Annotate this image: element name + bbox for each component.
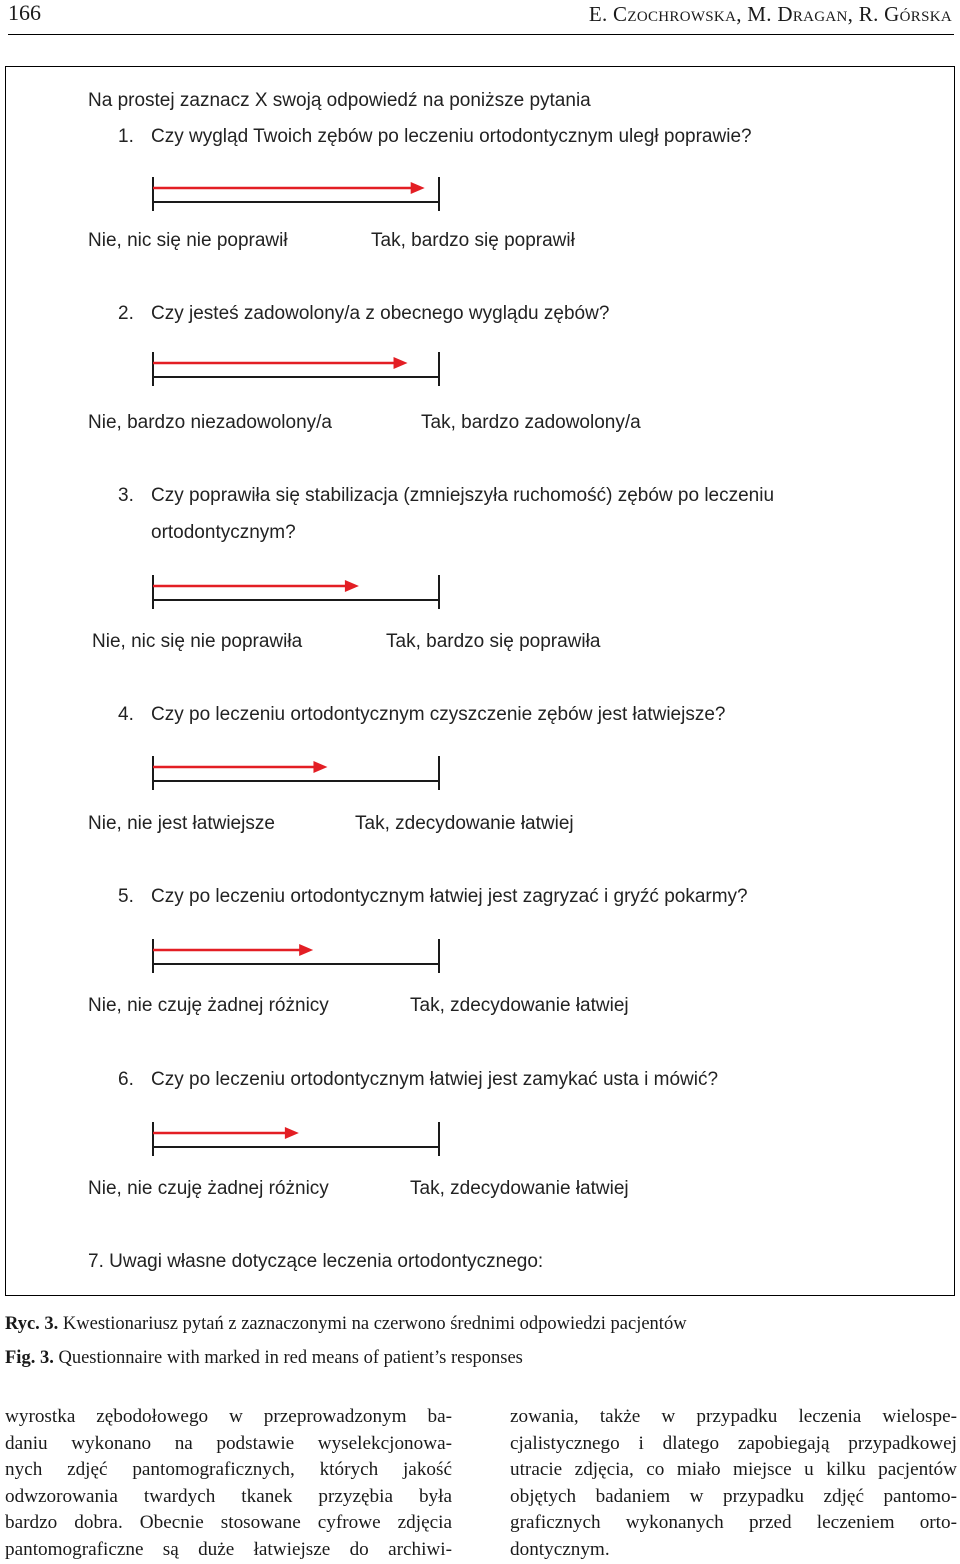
caption-label: Ryc. 3.	[5, 1314, 59, 1334]
body-line: objętych badaniem w przypadku zdjęć pantomo-	[510, 1485, 957, 1507]
scale-right-label: Tak, bardzo zadowolony/a	[421, 412, 641, 433]
scale-left-label: Nie, nic się nie poprawiła	[92, 631, 303, 652]
scale-left-label: Nie, nic się nie poprawił	[88, 230, 288, 251]
body-column-left	[5, 1404, 452, 1563]
remarks-prompt: 7. Uwagi własne dotyczące leczenia ortodontycznego:	[88, 1251, 544, 1272]
scale-left-label: Nie, nie jest łatwiejsze	[88, 813, 275, 834]
question-text: Czy po leczeniu ortodontycznym łatwiej jest zamykać usta i mówić?	[151, 1069, 719, 1090]
caption-text: Questionnaire with marked in red means of patient’s responses	[58, 1348, 523, 1368]
question-number: 4.	[118, 704, 134, 725]
scale-right-label: Tak, zdecydowanie łatwiej	[410, 995, 629, 1016]
header-rule	[8, 34, 954, 35]
mean-arrow-head	[285, 1127, 299, 1139]
mean-arrow-head	[313, 761, 327, 773]
running-header: E. Czochrowska, M. Dragan, R. Górska	[588, 2, 952, 26]
question-number: 6.	[118, 1069, 134, 1090]
body-line: cjalistycznego i dlatego zapobiegają przypadkowej	[510, 1432, 957, 1454]
visual-analog-scale	[151, 575, 441, 615]
visual-analog-scale	[151, 177, 441, 217]
question-number: 5.	[118, 886, 134, 907]
body-line: daniu wykonano na podstawie wyselekcjonowa-	[5, 1432, 452, 1454]
body-line: zowania, także w przypadku leczenia wielospe-	[510, 1406, 957, 1427]
question-number: 3.	[118, 485, 134, 506]
visual-analog-scale	[151, 939, 441, 979]
scale-right-label: Tak, zdecydowanie łatwiej	[355, 813, 574, 834]
body-line: nych zdjęć pantomograficznych, których jakość	[5, 1459, 452, 1480]
scale-left-label: Nie, nie czuję żadnej różnicy	[88, 1178, 329, 1199]
body-line: dontycznym.	[510, 1538, 610, 1560]
instruction: Na prostej zaznacz X swoją odpowiedź na poniższe pytania	[88, 90, 591, 111]
question-text: Czy wygląd Twoich zębów po leczeniu ortodontycznym uległ poprawie?	[151, 126, 752, 147]
body-line: graficznych wykonanych przed leczeniem orto-	[510, 1512, 957, 1533]
body-line: pantomograficzne są duże łatwiejsze do archiwi-	[5, 1538, 452, 1560]
question-text: Czy jesteś zadowolony/a z obecnego wyglądu zębów?	[151, 303, 610, 324]
caption-label: Fig. 3.	[5, 1348, 54, 1368]
mean-arrow-head	[411, 182, 425, 194]
question-number: 2.	[118, 303, 134, 324]
question-number: 1.	[118, 126, 134, 147]
body-line: utracie zdjęcia, co miało miejsce u kilku pacjentów	[510, 1459, 957, 1480]
mean-arrow-head	[299, 944, 313, 956]
scale-left-label: Nie, nie czuję żadnej różnicy	[88, 995, 329, 1016]
mean-arrow-head	[394, 357, 408, 369]
question-text: Czy po leczeniu ortodontycznym czyszczenie zębów jest łatwiejsze?	[151, 704, 726, 725]
body-column-right	[510, 1404, 957, 1563]
body-line: bardzo dobra. Obecnie stosowane cyfrowe zdjęcia	[5, 1512, 452, 1533]
figure-caption-pl	[5, 1314, 687, 1335]
page-number: 166	[8, 0, 41, 25]
questionnaire-figure	[5, 66, 955, 1296]
mean-arrow-head	[345, 580, 359, 592]
visual-analog-scale	[151, 1122, 441, 1162]
question-text: Czy poprawiła się stabilizacja (zmniejszyła ruchomość) zębów po leczeniu	[151, 485, 775, 506]
scale-left-label: Nie, bardzo niezadowolony/a	[88, 412, 332, 433]
body-line: odwzorowania twardych tkanek przyzębia była	[5, 1485, 452, 1507]
figure-caption-en	[5, 1348, 523, 1369]
visual-analog-scale	[151, 352, 441, 392]
scale-right-label: Tak, bardzo się poprawiła	[386, 631, 601, 652]
question-text: Czy po leczeniu ortodontycznym łatwiej jest zagryzać i gryźć pokarmy?	[151, 886, 748, 907]
body-line: wyrostka zębodołowego w przeprowadzonym ba-	[5, 1406, 452, 1427]
question-text-continued: ortodontycznym?	[151, 522, 296, 543]
scale-right-label: Tak, zdecydowanie łatwiej	[410, 1178, 629, 1199]
caption-text: Kwestionariusz pytań z zaznaczonymi na czerwono średnimi odpowiedzi pacjentów	[62, 1314, 687, 1334]
scale-right-label: Tak, bardzo się poprawił	[371, 230, 575, 251]
visual-analog-scale	[151, 756, 441, 796]
